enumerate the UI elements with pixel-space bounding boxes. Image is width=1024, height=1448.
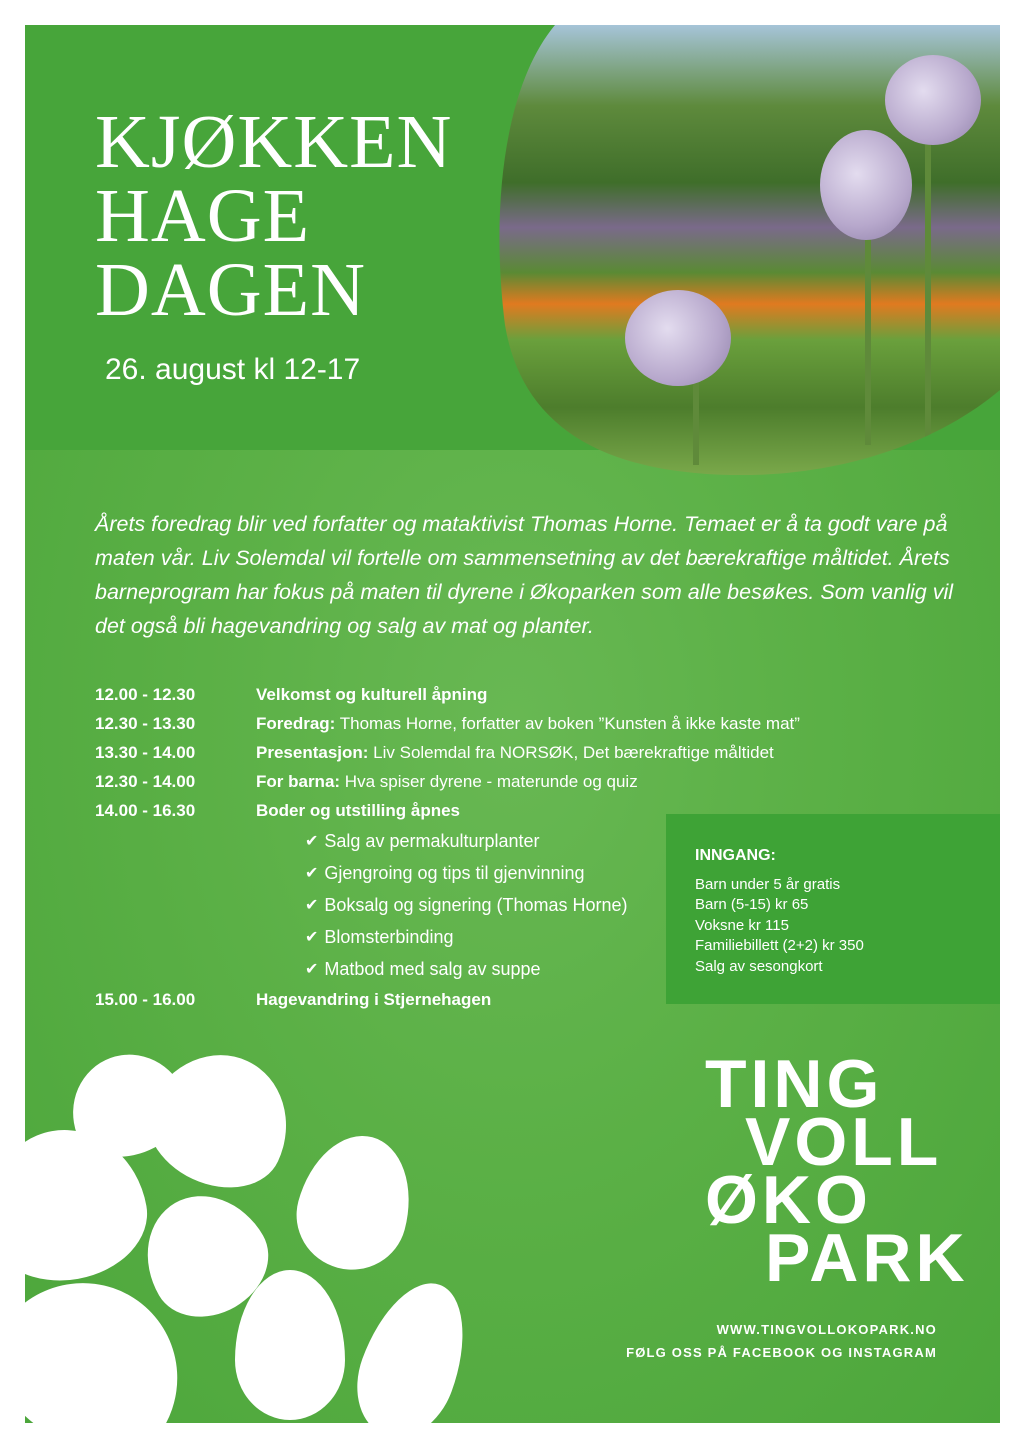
item-label: For barna: (256, 771, 341, 791)
price-line: Voksne kr 115 (695, 916, 789, 934)
sub-item-label: Matbod med salg av suppe (324, 958, 541, 979)
item-desc: Thomas Horne, forfatter av boken ”Kunsten å ikke kaste mat” (335, 713, 800, 733)
schedule-row (95, 680, 800, 709)
item-label: Hagevandring i Stjernehagen (256, 989, 492, 1009)
entry-heading: INNGANG: (695, 847, 776, 864)
sub-item-label: Boksalg og signering (Thomas Horne) (324, 894, 628, 915)
time: 14.00 - 16.30 (95, 800, 196, 820)
allium-flower (820, 130, 912, 240)
social-text: FØLG OSS PÅ FACEBOOK OG INSTAGRAM (626, 1345, 937, 1360)
allium-flower (885, 55, 981, 145)
item-desc: Hva spiser dyrene - materunde og quiz (340, 771, 638, 791)
check-icon: ✔ (305, 961, 319, 978)
item-desc: Liv Solemdal fra NORSØK, Det bærekraftige måltidet (368, 742, 774, 762)
check-icon: ✔ (305, 833, 319, 850)
logo-line: ØKO (705, 1162, 872, 1238)
time: 12.30 - 14.00 (95, 771, 196, 791)
pebble-shape (129, 1032, 311, 1209)
item-label: Foredrag: (256, 713, 336, 733)
item-label: Boder og utstilling åpnes (256, 800, 461, 820)
poster (25, 25, 1000, 1423)
tingvoll-okopark-logo (705, 1046, 969, 1296)
price-line: Salg av sesongkort (695, 957, 823, 975)
time: 13.30 - 14.00 (95, 742, 196, 762)
check-icon: ✔ (305, 865, 319, 882)
garden-photo (495, 25, 1000, 475)
item-label: Velkomst og kulturell åpning (256, 684, 488, 704)
stem (925, 105, 931, 445)
event-date: 26. august kl 12-17 (105, 353, 361, 386)
sub-item-label: Salg av permakulturplanter (324, 830, 540, 851)
price-line: Barn (5-15) kr 65 (695, 896, 809, 913)
time: 12.30 - 13.30 (95, 713, 196, 733)
pebble-shape (341, 1269, 485, 1423)
check-icon: ✔ (305, 897, 319, 914)
intro-text: Årets foredrag blir ved forfatter og mataktivist Thomas Horne. Temaet er å ta godt vare på maten vår. Liv Solemdal vil fortelle om sammensetning av det bærekraftige måltidet. Årets barneprogram har fokus på maten til dyrene i Økoparken som alle besøkes. Som vanlig vil det også bli hagevandring og salg av mat og planter. (95, 512, 954, 638)
logo-line: TING (705, 1046, 884, 1122)
sub-item-label: Gjengroing og tips til gjenvinning (324, 862, 585, 883)
schedule-row (95, 709, 800, 738)
schedule-row (95, 767, 800, 796)
schedule-row (95, 738, 800, 767)
item-label: Presentasjon: (256, 742, 369, 762)
price-line: Barn under 5 år gratis (695, 875, 841, 893)
footer-links (626, 1318, 937, 1364)
time: 15.00 - 16.00 (95, 989, 196, 1009)
sub-item-label: Blomsterbinding (324, 926, 454, 947)
allium-flower (625, 290, 731, 386)
title-line: KJØKKEN (95, 100, 453, 184)
title-line: DAGEN (95, 248, 366, 332)
time: 12.00 - 12.30 (95, 684, 196, 704)
website-link[interactable]: WWW.TINGVOLLOKOPARK.NO (716, 1322, 937, 1337)
price-line: Familiebillett (2+2) kr 350 (695, 937, 864, 954)
pebble-shape (284, 1123, 425, 1282)
title-line: HAGE (95, 174, 311, 258)
logo-line: VOLL (745, 1104, 943, 1180)
logo-line: PARK (765, 1220, 969, 1296)
check-icon: ✔ (305, 929, 319, 946)
entry-prices-box (666, 814, 1000, 1004)
page-title (95, 100, 453, 332)
